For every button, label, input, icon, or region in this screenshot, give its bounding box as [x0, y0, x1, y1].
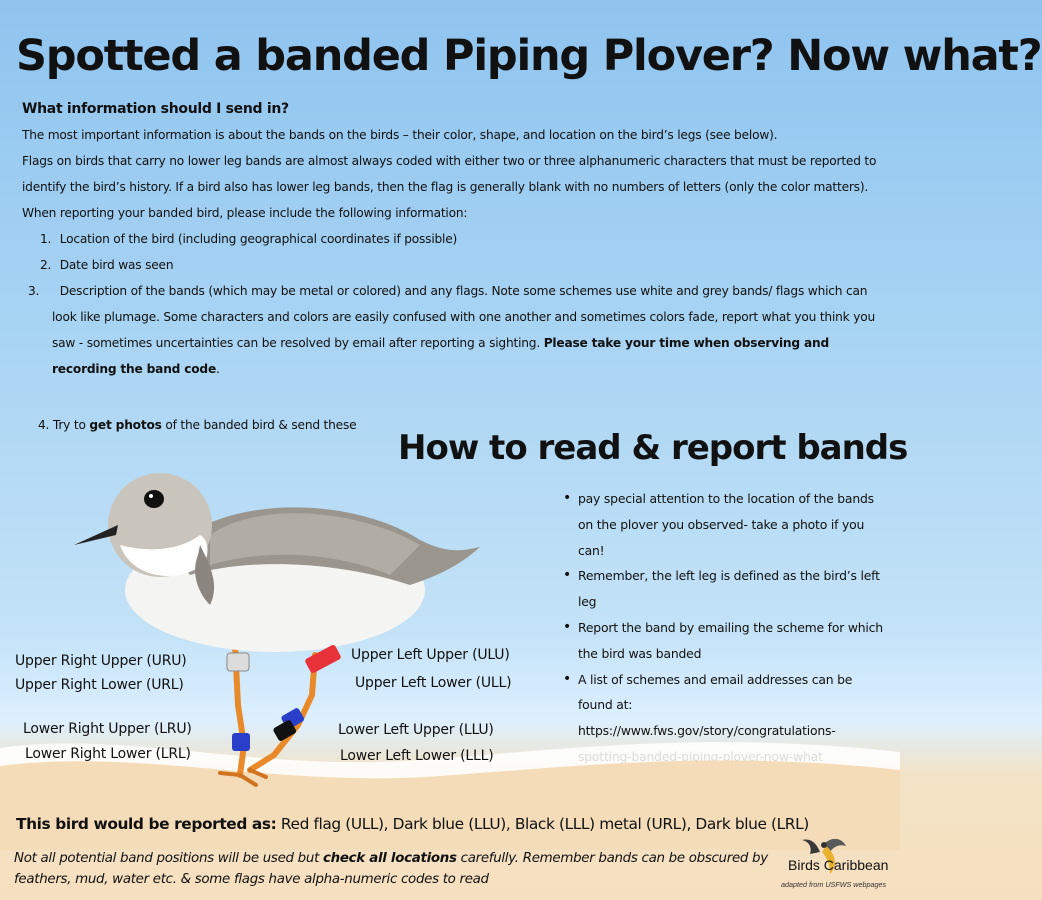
logo-text: Birds Caribbean	[788, 857, 889, 873]
footnote-text: carefully. Remember bands can be obscured by feathers, mud, water etc. & some flags have alpha-numeric codes to read	[14, 851, 768, 887]
step-list	[22, 226, 882, 382]
label-ull: Upper Left Lower (ULL)	[355, 675, 512, 691]
footnote	[14, 848, 774, 890]
label-lrl: Lower Right Lower (LRL)	[25, 746, 191, 762]
label-uru: Upper Right Upper (URU)	[15, 653, 187, 669]
step-item	[22, 252, 882, 278]
step-item	[22, 278, 882, 382]
how-to-item: • Remember, the left leg is defined as the bird’s left leg	[560, 563, 888, 615]
step-item-4	[38, 418, 356, 432]
how-to-item: • A list of schemes and email addresses can be found at: https://www.fws.gov/story/congratulations-	[560, 667, 888, 770]
report-label: This bird would be reported as:	[16, 815, 277, 833]
footnote-text: Not all potential band positions will be used but	[14, 851, 320, 866]
credit-text: adapted from USFWS webpages	[781, 880, 887, 889]
how-to-item: • pay special attention to the location of the bands on the plover you observed- take a photo if you can!	[560, 486, 888, 563]
step-number: 4.	[38, 418, 50, 432]
intro-paragraph-1: The most important information is about the bands on the birds – their color, shape, and location on the bird’s legs (see below).	[22, 128, 778, 142]
step-text: Description of the bands (which may be metal or colored) and any flags. Note some schemes use white and grey bands/ flags which can look like plumage. Some characters and colors are easily confused with one another and sometimes colors fade, report what you think you saw - sometimes uncertainties can be resolved by email after reporting a sighting.	[52, 284, 875, 350]
intro-section	[22, 96, 882, 382]
page-title: Spotted a banded Piping Plover? Now what?	[16, 31, 1042, 81]
step-number: 2.	[40, 258, 52, 272]
step-number: 1.	[40, 232, 52, 246]
step-end: .	[216, 362, 220, 376]
how-to-item: • Report the band by emailing the scheme for which the bird was banded	[560, 615, 888, 667]
label-lru: Lower Right Upper (LRU)	[23, 721, 192, 737]
how-to-list	[560, 486, 888, 770]
footnote-emphasis: check all locations	[323, 851, 457, 866]
intro-paragraph-3: When reporting your banded bird, please include the following information:	[22, 206, 468, 220]
step-item	[22, 226, 882, 252]
intro-paragraph-2: Flags on birds that carry no lower leg bands are almost always coded with either two or three alphanumeric characters that must be reported to identify the bird’s history. If a bird also has lower leg bands, then the flag is generally blank with no numbers of letters (only the color matters).	[22, 154, 877, 194]
step-text: of the banded bird & send these	[165, 418, 357, 432]
step-emphasis: Please take your time when observing and recording the band code	[52, 336, 829, 376]
label-llu: Lower Left Upper (LLU)	[338, 722, 494, 738]
label-ulu: Upper Left Upper (ULU)	[351, 647, 510, 663]
step-emphasis: get photos	[89, 418, 162, 432]
label-lll: Lower Left Lower (LLL)	[340, 748, 494, 764]
report-value: Red flag (ULL), Dark blue (LLU), Black (LLL) metal (URL), Dark blue (LRL)	[280, 815, 809, 833]
step-text: Location of the bird (including geographical coordinates if possible)	[59, 232, 458, 246]
step-number: 3.	[28, 284, 40, 298]
piping-plover-illustration	[60, 455, 490, 795]
step-text: Try to	[52, 418, 86, 432]
report-line	[16, 815, 809, 833]
intro-question: What information should I send in?	[22, 101, 289, 117]
how-to-heading: How to read & report bands	[398, 428, 908, 468]
label-url: Upper Right Lower (URL)	[15, 677, 184, 693]
step-text: Date bird was seen	[59, 258, 174, 272]
